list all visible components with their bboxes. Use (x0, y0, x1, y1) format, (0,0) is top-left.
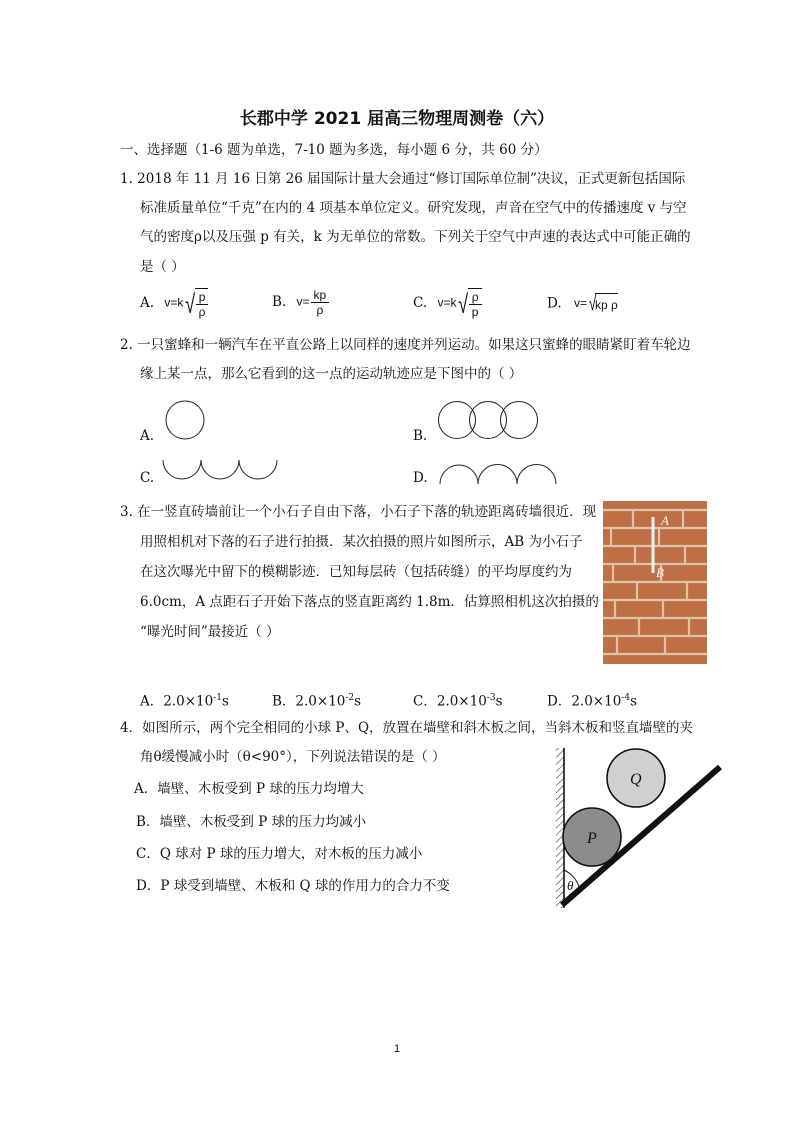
q1-line-2: 标准质量单位“千克”在内的 4 项基本单位定义。研究发现，声音在空气中的传播速度 v 与空 (140, 200, 687, 216)
q3-line-1: 3. 在一竖直砖墙前让一个小石子自由下落，小石子下落的轨迹距离砖墙很近．现 (120, 504, 597, 520)
section-heading: 一、选择题（1-6 题为单选，7-10 题为多选，每小题 6 分，共 60 分） (120, 142, 548, 158)
q1-b-num: kp (311, 288, 330, 303)
q2-option-b-label: B. (413, 428, 428, 444)
q1-d-lhs: v= (573, 296, 587, 311)
q1-b-den: ρ (316, 303, 324, 317)
q2-option-d-cycloid-up (438, 458, 562, 488)
label-b: B (656, 565, 664, 580)
q3-option-a (140, 688, 229, 712)
q4-option-d: D．P 球受到墙壁、木板和 Q 球的作用力的合力不变 (136, 878, 450, 894)
q3-option-c-base: C．2.0×10 (413, 693, 487, 710)
q3-option-b (272, 688, 361, 712)
q2-option-a-label: A. (140, 428, 155, 444)
label-p: P (587, 830, 597, 847)
q3-option-d-base: D．2.0×10 (547, 693, 622, 710)
q3-option-c (413, 688, 503, 712)
q1-a-num: p (196, 290, 209, 305)
q3-option-d-unit: s (630, 693, 638, 710)
label-theta: θ (567, 878, 574, 893)
q2-option-c-label: C. (140, 470, 155, 486)
q4-option-b: B．墙壁、木板受到 P 球的压力均减小 (136, 814, 367, 830)
q1-option-b (272, 288, 329, 317)
page-number: 1 (393, 1043, 401, 1055)
label-a: A (661, 513, 669, 528)
wall-board-diagram (550, 742, 730, 918)
q4-option-a: A．墙壁、木板受到 P 球的压力均增大 (134, 781, 364, 797)
q3-option-a-base: A．2.0×10 (140, 693, 214, 710)
q2-option-a-circle (164, 399, 208, 443)
q1-option-a-label: A. (140, 295, 155, 311)
q1-d-rad: kp ρ (595, 293, 618, 315)
q1-option-d-label: D. (547, 295, 562, 312)
q1-option-c: C. v=k√ $\frac{\rho}{p}$ (413, 288, 482, 319)
q3-option-c-unit: s (495, 693, 503, 710)
q1-b-lhs: v= (296, 294, 310, 309)
q2-option-d-label: D. (413, 470, 428, 486)
q1-line-4: 是（ ） (140, 259, 185, 275)
page-title: 长郡中学 2021 届高三物理周测卷（六） (239, 109, 555, 129)
q4-option-c: C．Q 球对 P 球的压力增大，对木板的压力减小 (136, 846, 423, 862)
q3-option-a-unit: s (222, 693, 229, 710)
q1-option-b-label: B. (272, 294, 287, 310)
q1-option-c-label: C. (413, 295, 428, 311)
label-q: Q (630, 771, 642, 788)
q1-option-a: A. v=k√ $\frac{p}{\rho}$ (140, 288, 208, 319)
q2-line-2: 缘上某一点，那么它看到的这一点的运动轨迹应是下图中的（ ） (140, 366, 523, 382)
q3-line-2: 用照相机对下落的石子进行拍摄．某次拍摄的照片如图所示，AB 为小石子 (140, 534, 583, 550)
q3-option-b-exp: -2 (345, 693, 355, 703)
q3-option-b-unit: s (354, 693, 362, 710)
q3-line-4: 6.0cm，A 点距石子开始下落点的竖直距离约 1.8m．估算照相机这次拍摄的 (140, 594, 599, 610)
q3-option-c-exp: -3 (486, 693, 496, 703)
q2-option-c-cycloid-down (162, 458, 282, 488)
q1-c-lhs: v=k (437, 295, 457, 310)
q3-option-b-base: B．2.0×10 (272, 693, 346, 710)
q2-line-1: 2. 一只蜜蜂和一辆汽车在平直公路上以同样的速度并列运动。如果这只蜜蜂的眼睛紧盯着车轮边 (120, 337, 691, 353)
q3-option-d-exp: -4 (621, 693, 631, 703)
q1-a-lhs: v=k (164, 295, 184, 310)
q1-option-d: D. v=√kp ρ (547, 293, 618, 315)
q1-c-den: p (471, 305, 479, 319)
q1-line-3: 气的密度ρ以及压强 p 有关，k 为无单位的常数。下列关于空气中声速的表达式中可能正确的 (140, 229, 691, 245)
brick-wall-photo (603, 501, 707, 664)
q2-option-b-circles (438, 400, 540, 442)
q3-option-d (547, 688, 637, 712)
q3-option-a-exp: -1 (213, 693, 222, 703)
q3-line-3: 在这次曝光中留下的模糊影迹．已知每层砖（包括砖缝）的平均厚度约为 (140, 564, 572, 580)
q3-line-5: “曝光时间”最接近（ ） (140, 624, 280, 640)
q1-a-den: ρ (198, 305, 206, 319)
q1-c-num: ρ (469, 290, 482, 305)
q1-line-1: 1. 2018 年 11 月 16 日第 26 届国际计量大会通过“修订国际单位制”决议，正式更新包括国际 (120, 171, 686, 187)
q4-line-2: 角θ缓慢减小时（θ<90°），下列说法错误的是（ ） (140, 749, 446, 765)
q4-line-1: 4．如图所示，两个完全相同的小球 P、Q，放置在墙壁和斜木板之间，当斜木板和竖直墙壁的夹 (120, 720, 694, 736)
